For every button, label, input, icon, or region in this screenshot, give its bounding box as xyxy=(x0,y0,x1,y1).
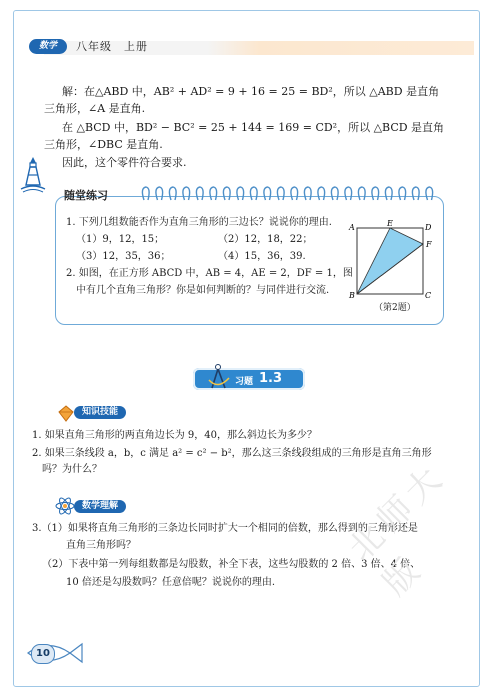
solution-line-1: 解：在△ABD 中，AB² + AD² = 9 + 16 = 25 = BD²，所以 △ABD 是直角 xyxy=(62,85,440,98)
spiral-ring xyxy=(183,187,190,200)
practice-q1-d: （4）15，36，39. xyxy=(218,251,306,262)
diamond-icon xyxy=(57,404,75,422)
spiral-ring xyxy=(385,187,392,200)
lighthouse-icon xyxy=(18,155,48,193)
practice-q1-b: （2）12，18，22； xyxy=(218,234,313,245)
spiral-ring xyxy=(318,187,325,200)
understanding-q3-1-line1: 3.（1）如果将直角三角形的三条边长同时扩大一个相同的倍数，那么得到的三角形还是 xyxy=(32,523,418,534)
practice-q1-c: （3）12，35，36； xyxy=(76,251,171,262)
spiral-ring xyxy=(358,187,365,200)
label-d: D xyxy=(425,223,432,232)
exercise-set-number: 1.3 xyxy=(259,371,283,386)
spiral-binding-icon xyxy=(138,184,438,204)
exercise-set-label: 习题 xyxy=(235,377,254,387)
spiral-ring xyxy=(196,187,203,200)
label-c: C xyxy=(425,291,432,300)
spiral-ring xyxy=(210,187,217,200)
square-figure xyxy=(347,220,439,300)
figure-caption: （第2题） xyxy=(374,303,416,313)
spiral-ring xyxy=(237,187,244,200)
spiral-ring xyxy=(345,187,352,200)
understanding-q3-1-line2: 直角三角形吗？ xyxy=(66,540,136,551)
practice-q1: 1. 下列几组数能否作为直角三角形的三边长？说说你的理由. xyxy=(66,217,332,228)
math-understanding-tag: 数学理解 xyxy=(74,500,126,513)
understanding-q3-2-line1: （2）下表中第一列每组数都是勾股数，补全下表，这些勾股数的 2 倍、3 倍、4 倍、 xyxy=(42,559,421,570)
publisher-watermark: 北师大版 xyxy=(340,455,454,604)
knowledge-q2-line2: 吗？为什么？ xyxy=(42,464,102,475)
solution-line-4: 三角形，∠DBC 是直角. xyxy=(44,138,163,151)
spiral-ring xyxy=(399,187,406,200)
solution-line-2: 三角形，∠A 是直角. xyxy=(44,102,146,115)
spiral-ring xyxy=(264,187,271,200)
practice-q2-line1: 2. 如图，在正方形 ABCD 中，AB = 4，AE = 2，DF = 1，图 xyxy=(66,268,353,279)
solution-line-5: 因此，这个零件符合要求. xyxy=(62,156,187,169)
spiral-ring xyxy=(304,187,311,200)
subject-badge: 数学 xyxy=(29,39,67,54)
knowledge-q1: 1. 如果直角三角形的两直角边长为 9，40，那么斜边长为多少？ xyxy=(32,430,317,441)
spiral-ring xyxy=(142,187,149,200)
label-a: A xyxy=(349,223,355,232)
compass-icon xyxy=(205,362,235,392)
spiral-ring xyxy=(223,187,230,200)
practice-title: 随堂练习 xyxy=(64,189,108,202)
exercise-set-banner xyxy=(193,368,305,390)
knowledge-skills-tag: 知识技能 xyxy=(74,406,126,419)
spiral-ring xyxy=(169,187,176,200)
label-b: B xyxy=(349,291,355,300)
spiral-ring xyxy=(372,187,379,200)
label-f: F xyxy=(426,240,432,249)
label-e: E xyxy=(387,220,393,228)
atom-icon xyxy=(55,497,75,515)
spiral-ring xyxy=(331,187,338,200)
triangle-bef xyxy=(357,228,423,294)
spiral-ring xyxy=(156,187,163,200)
practice-q2-line2: 中有几个直角三角形？你是如何判断的？与同伴进行交流. xyxy=(76,285,330,296)
spiral-ring xyxy=(426,187,433,200)
page-number: 10 xyxy=(31,644,55,664)
practice-q1-a: （1）9，12，15； xyxy=(76,234,165,245)
book-title: 八年级 上册 xyxy=(76,40,148,53)
spiral-ring xyxy=(250,187,257,200)
understanding-q3-2-line2: 10 倍还是勾股数吗？任意倍呢？说说你的理由. xyxy=(66,577,276,588)
spiral-ring xyxy=(291,187,298,200)
spiral-ring xyxy=(412,187,419,200)
knowledge-q2-line1: 2. 如果三条线段 a，b，c 满足 a² = c² − b²，那么这三条线段组成的三角形是直角三角形 xyxy=(32,448,432,459)
solution-line-3: 在 △BCD 中，BD² − BC² = 25 + 144 = 169 = CD²，所以 △BCD 是直角 xyxy=(62,121,445,134)
spiral-ring xyxy=(277,187,284,200)
